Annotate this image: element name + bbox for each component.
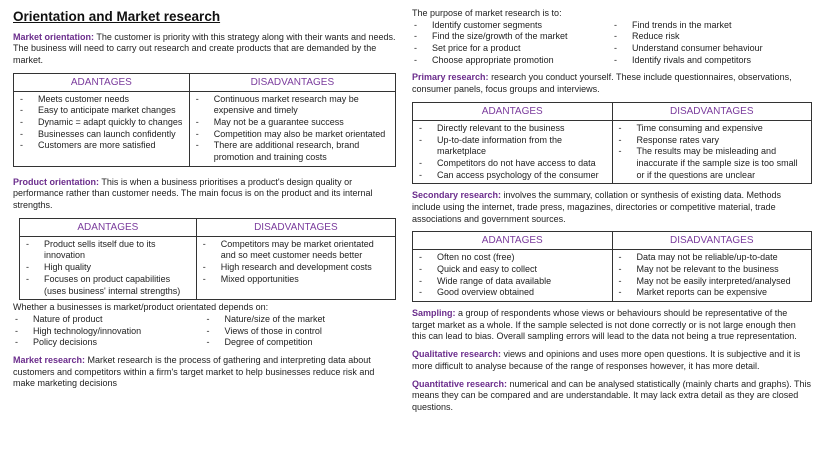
right-column bbox=[412, 8, 812, 420]
sampling-paragraph bbox=[412, 308, 812, 343]
qualitative-label: Qualitative research: bbox=[412, 349, 502, 360]
list-item: - Wide range of data available bbox=[417, 276, 608, 288]
market-orientation-label: Market orientation: bbox=[13, 31, 95, 42]
disadvantages-header: DISADVANTAGES bbox=[612, 232, 812, 250]
advantages-cell bbox=[20, 236, 197, 299]
advantages-list bbox=[417, 252, 608, 299]
purpose-lists bbox=[412, 20, 812, 67]
list-item: - May not be relevant to the business bbox=[617, 264, 808, 276]
market-orientation-text: The customer is priority with this strategy along with their wants and needs. The business will need to carry out research and create products that are demanded by the market. bbox=[13, 31, 396, 65]
purpose-list-1 bbox=[412, 20, 612, 67]
advantages-cell bbox=[413, 120, 613, 183]
sampling-text: a group of respondents whose views or behaviours should be representative of the target market as a whole. If the sample selected is not done correctly or is not large enough then this can lead to bias. Overall sampling errors will lead to the data not being a true representation. bbox=[412, 308, 797, 342]
disadvantages-list bbox=[617, 252, 808, 299]
list-item: - Nature of product bbox=[13, 314, 205, 326]
list-item: - Set price for a product bbox=[412, 43, 612, 55]
primary-research-label: Primary research: bbox=[412, 72, 489, 83]
primary-research-table bbox=[412, 102, 812, 184]
list-item: - Response rates vary bbox=[617, 135, 808, 147]
disadvantages-header: DISADVANTAGES bbox=[189, 73, 395, 91]
market-orientation-table bbox=[13, 73, 396, 167]
list-item: - Nature/size of the market bbox=[205, 314, 397, 326]
list-item: - Meets customer needs bbox=[18, 94, 185, 106]
list-item: - Can access psychology of the consumer bbox=[417, 170, 608, 182]
quantitative-label: Quantitative research: bbox=[412, 378, 508, 389]
depends-lists bbox=[13, 314, 396, 349]
advantages-header: ADANTAGES bbox=[413, 232, 613, 250]
list-item: - Market reports can be expensive bbox=[617, 287, 808, 299]
disadvantages-list bbox=[201, 239, 391, 286]
disadvantages-cell bbox=[612, 120, 812, 183]
advantages-cell bbox=[14, 91, 190, 166]
disadvantages-list bbox=[194, 94, 391, 164]
primary-research-paragraph bbox=[412, 72, 812, 95]
left-column bbox=[13, 8, 396, 396]
list-item: - Identify customer segments bbox=[412, 20, 612, 32]
list-item: - May not be a guarantee success bbox=[194, 117, 391, 129]
list-item: - Dynamic = adapt quickly to changes bbox=[18, 117, 185, 129]
list-item: - Competitors may be market orientated and so meet customer needs better bbox=[201, 239, 391, 262]
disadvantages-cell bbox=[612, 250, 812, 302]
disadvantages-cell bbox=[196, 236, 395, 299]
advantages-header: ADANTAGES bbox=[413, 102, 613, 120]
advantages-list bbox=[18, 94, 185, 152]
purpose-intro: The purpose of market research is to: bbox=[412, 8, 562, 18]
list-item: - Mixed opportunities bbox=[201, 274, 391, 286]
list-item: - Competitors do not have access to data bbox=[417, 158, 608, 170]
secondary-research-paragraph bbox=[412, 190, 812, 225]
list-item: - Degree of competition bbox=[205, 337, 397, 349]
market-research-label: Market research: bbox=[13, 354, 86, 365]
disadvantages-header: DISADVANTAGES bbox=[612, 102, 812, 120]
list-item: - The results may be misleading and inaccurate if the sample size is too small or if the questions are unclear bbox=[617, 146, 808, 181]
quantitative-text: numerical and can be analysed statistically (mainly charts and graphs). This means they can be compared and are understandable. It may lack extra detail as they are closed questions. bbox=[412, 378, 812, 412]
list-item: - Reduce risk bbox=[612, 31, 812, 43]
secondary-research-table bbox=[412, 231, 812, 302]
advantages-header: ADANTAGES bbox=[14, 73, 190, 91]
advantages-list bbox=[417, 123, 608, 181]
list-item: - Data may not be reliable/up-to-date bbox=[617, 252, 808, 264]
list-item: - There are additional research, brand promotion and training costs bbox=[194, 140, 391, 163]
list-item: - Product sells itself due to its innovation bbox=[24, 239, 192, 262]
product-orientation-label: Product orientation: bbox=[13, 176, 99, 187]
list-item: - Views of those in control bbox=[205, 326, 397, 338]
list-item: - High research and development costs bbox=[201, 262, 391, 274]
page-title: Orientation and Market research bbox=[13, 9, 221, 24]
list-item: - Businesses can launch confidently bbox=[18, 129, 185, 141]
depends-list-1 bbox=[13, 314, 205, 349]
product-orientation-text: This is when a business prioritises a product's design quality or performance rather than customer needs. The main focus is on the product and its internal strengths. bbox=[13, 176, 373, 211]
market-orientation-paragraph bbox=[13, 32, 396, 67]
secondary-research-text: involves the summary, collation or synthesis of existing data. Methods include using the internet, trade press, magazines, directories or competitive material, trade associations and government sources. bbox=[412, 190, 782, 224]
list-item: - Directly relevant to the business bbox=[417, 123, 608, 135]
list-item: - Easy to anticipate market changes bbox=[18, 105, 185, 117]
list-item: - Find the size/growth of the market bbox=[412, 31, 612, 43]
list-item: - Often no cost (free) bbox=[417, 252, 608, 264]
list-item: - May not be easily interpreted/analysed bbox=[617, 276, 808, 288]
disadvantages-cell bbox=[189, 91, 395, 166]
market-research-paragraph bbox=[13, 355, 396, 390]
sampling-label: Sampling: bbox=[412, 308, 456, 319]
market-research-text: Market research is the process of gathering and interpreting data about customers and competitors within a firm's target market to help businesses reduce risk and make marketing decisions bbox=[13, 354, 375, 389]
purpose-list-2 bbox=[612, 20, 812, 67]
list-item: - Policy decisions bbox=[13, 337, 205, 349]
secondary-research-label: Secondary research: bbox=[412, 190, 502, 201]
list-item: - Understand consumer behaviour bbox=[612, 43, 812, 55]
list-item: - Competition may also be market orientated bbox=[194, 129, 391, 141]
advantages-list bbox=[24, 239, 192, 297]
list-item: - Choose appropriate promotion bbox=[412, 55, 612, 67]
quantitative-paragraph bbox=[412, 379, 812, 414]
list-item: - Up-to-date information from the marketplace bbox=[417, 135, 608, 158]
advantages-cell bbox=[413, 250, 613, 302]
list-item: - Identify rivals and competitors bbox=[612, 55, 812, 67]
list-item: - Good overview obtained bbox=[417, 287, 608, 299]
primary-research-text: research you conduct yourself. These include questionnaires, observations, consumer panels, focus groups and interviews. bbox=[412, 72, 792, 95]
qualitative-paragraph bbox=[412, 349, 812, 372]
disadvantages-list bbox=[617, 123, 808, 181]
list-item: - Time consuming and expensive bbox=[617, 123, 808, 135]
qualitative-text: views and opinions and uses more open questions. It is subjective and it is more difficult to analyse because of the range of responses however, it has more detail. bbox=[412, 349, 801, 371]
list-item: - Focuses on product capabilities (uses business' internal strengths) bbox=[24, 274, 192, 297]
product-orientation-table bbox=[19, 218, 396, 300]
depends-intro: Whether a businesses is market/product orientated depends on: bbox=[13, 302, 269, 313]
list-item: - High quality bbox=[24, 262, 192, 274]
list-item: - Quick and easy to collect bbox=[417, 264, 608, 276]
disadvantages-header: DISADVANTAGES bbox=[196, 218, 395, 236]
list-item: - High technology/innovation bbox=[13, 326, 205, 338]
product-orientation-paragraph bbox=[13, 177, 396, 212]
list-item: - Continuous market research may be expensive and timely bbox=[194, 94, 391, 117]
list-item: - Find trends in the market bbox=[612, 20, 812, 32]
depends-list-2 bbox=[205, 314, 397, 349]
list-item: - Customers are more satisfied bbox=[18, 140, 185, 152]
advantages-header: ADANTAGES bbox=[20, 218, 197, 236]
